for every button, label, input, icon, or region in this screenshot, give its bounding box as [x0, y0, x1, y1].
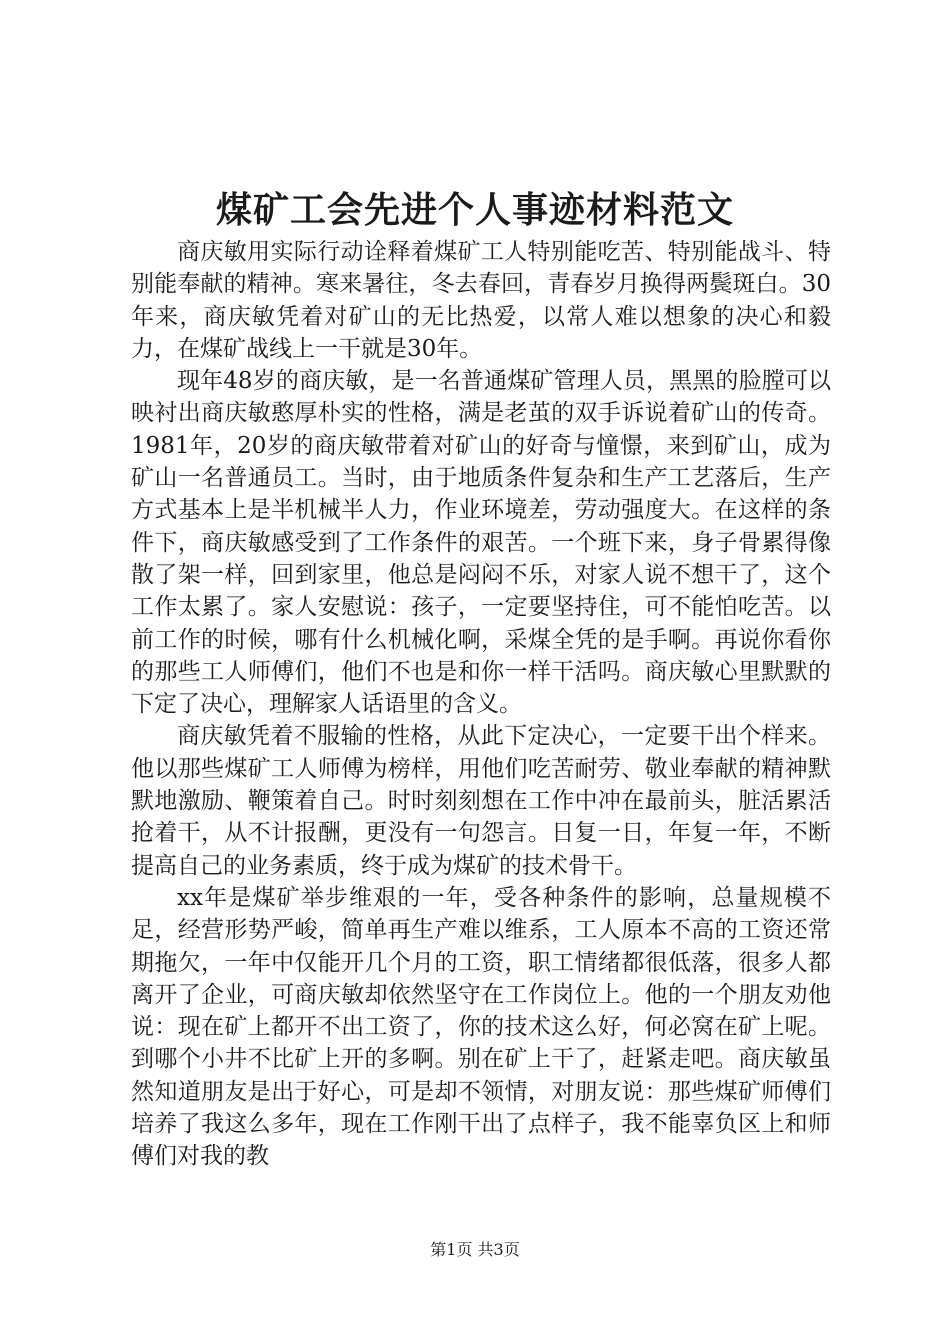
- document-body: [131, 236, 831, 1173]
- page-number-footer: 第1页 共3页: [430, 1240, 520, 1259]
- document-title: 煤矿工会先进个人事迹材料范文: [215, 189, 734, 231]
- paragraph-2: 现年48岁的商庆敏，是一名普通煤矿管理人员，黑黑的脸膛可以映衬出商庆敏憨厚朴实的性格，满是老茧的双手诉说着矿山的传奇。1981年，20岁的商庆敏带着对矿山的好奇与憧憬，来到矿山，成为矿山一名普通员工。当时，由于地质条件复杂和生产工艺落后，生产方式基本上是半机械半人力，作业环境差，劳动强度大。在这样的条件下，商庆敏感受到了工作条件的艰苦。一个班下来，身子骨累得像散了架一样，回到家里，他总是闷闷不乐，对家人说不想干了，这个工作太累了。家人安慰说：孩子，一定要坚持住，可不能怕吃苦。以前工作的时候，哪有什么机械化啊，采煤全凭的是手啊。再说你看你的那些工人师傅们，他们不也是和你一样干活吗。商庆敏心里默默的下定了决心，理解家人话语里的含义。: [131, 368, 831, 718]
- paragraph-3: 商庆敏凭着不服输的性格，从此下定决心，一定要干出个样来。他以那些煤矿工人师傅为榜样，用他们吃苦耐劳、敬业奉献的精神默默地激励、鞭策着自己。时时刻刻想在工作中冲在最前头，脏活累活抢着干，从不计报酬，更没有一句怨言。日复一日，年复一年，不断提高自己的业务素质，终于成为煤矿的技术骨干。: [131, 723, 831, 879]
- paragraph-4: xx年是煤矿举步维艰的一年，受各种条件的影响，总量规模不足，经营形势严峻，简单再生产难以维系，工人原本不高的工资还常期拖欠，一年中仅能开几个月的工资，职工情绪都很低落，很多人都离开了企业，可商庆敏却依然坚守在工作岗位上。他的一个朋友劝他说：现在矿上都开不出工资了，你的技术这么好，何必窝在矿上呢。到哪个小井不比矿上开的多啊。别在矿上干了，赶紧走吧。商庆敏虽然知道朋友是出于好心，可是却不领情，对朋友说：那些煤矿师傅们培养了我这么多年，现在工作刚干出了点样子，我不能辜负区上和师傅们对我的教: [131, 884, 831, 1170]
- paragraph-1: 商庆敏用实际行动诠释着煤矿工人特别能吃苦、特别能战斗、特别能奉献的精神。寒来暑往，冬去春回，青春岁月换得两鬓斑白。30年来，商庆敏凭着对矿山的无比热爱，以常人难以想象的决心和毅力，在煤矿战线上一干就是30年。: [131, 239, 831, 362]
